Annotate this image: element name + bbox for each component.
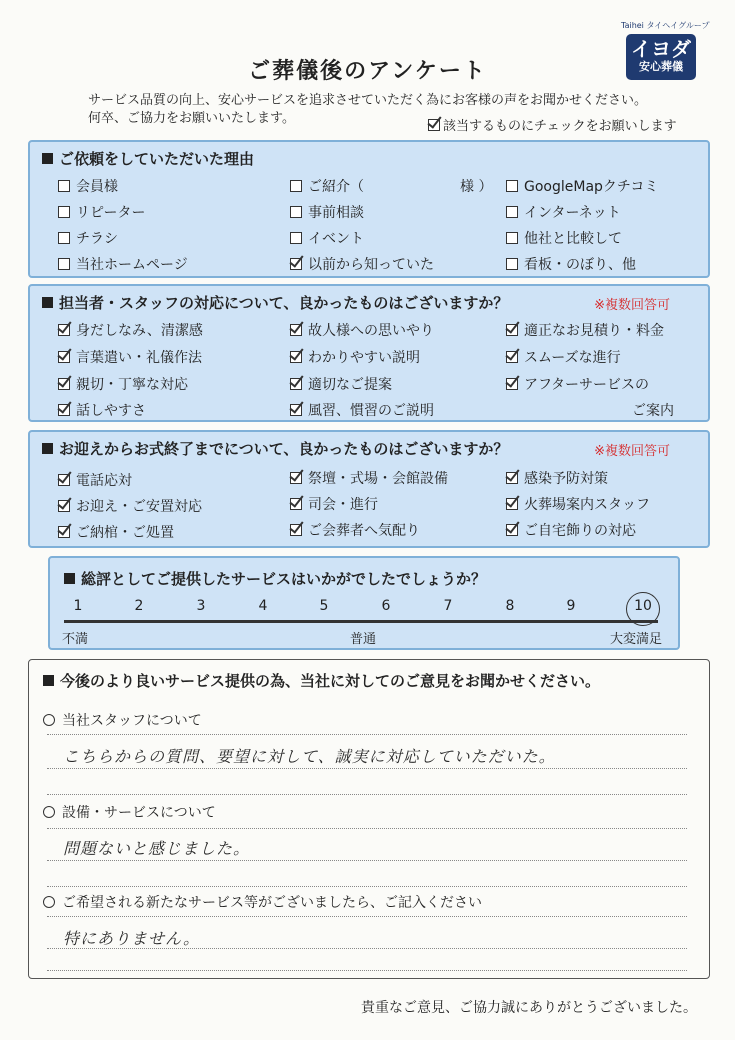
checkbox-checked[interactable] <box>58 404 70 416</box>
checkbox-checked[interactable] <box>290 498 302 510</box>
option-label: 事前相談 <box>308 205 364 221</box>
answer-line <box>47 734 687 735</box>
answer-line <box>47 768 687 769</box>
option-kindness[interactable] <box>58 374 188 394</box>
option-encoffining[interactable] <box>58 522 174 542</box>
option-label: アフターサービスの <box>524 377 650 393</box>
option-label: 以前から知っていた <box>308 257 434 273</box>
thank-you-footer: 貴重なご意見、ご協力誠にありがとうございました。 <box>361 1000 697 1016</box>
logo-main-text: イヨダ <box>631 37 691 61</box>
option-phone[interactable] <box>58 470 132 490</box>
option-label: 風習、慣習のご説明 <box>308 403 434 419</box>
answer-facilities[interactable]: 問題ないと感じました。 <box>63 839 251 858</box>
option-label: 火葬場案内スタッフ <box>524 497 650 513</box>
option-compared[interactable] <box>506 228 622 248</box>
circle-bullet-icon <box>43 806 55 818</box>
option-label: 他社と比較して <box>524 231 622 247</box>
question-facilities <box>43 802 216 822</box>
answer-line <box>47 948 687 949</box>
checkbox-checked[interactable] <box>290 524 302 536</box>
heading-square-icon <box>43 675 54 686</box>
answer-line <box>47 828 687 829</box>
scale-low-label: 不満 <box>62 632 89 647</box>
logo-group-text: Taihei タイヘイグループ <box>621 21 710 30</box>
checkbox[interactable] <box>506 180 518 192</box>
question-label: 当社スタッフについて <box>62 713 202 729</box>
option-label: ご納棺・ご処置 <box>76 525 174 541</box>
checkbox-checked[interactable] <box>58 378 70 390</box>
option-label: インターネット <box>524 205 621 221</box>
sample-check-icon <box>428 119 440 131</box>
aftercare-continuation: ご案内 <box>632 403 674 419</box>
scale-7[interactable]: 7 <box>443 598 453 614</box>
ceremony-heading <box>42 438 508 459</box>
circle-bullet-icon <box>43 896 55 908</box>
scale-2[interactable]: 2 <box>134 598 144 614</box>
option-label: GoogleMapクチコミ <box>524 179 659 195</box>
scale-10[interactable]: 10 <box>634 598 652 614</box>
question-new-services <box>43 892 482 912</box>
option-introduction[interactable] <box>290 176 364 196</box>
option-label: 話しやすさ <box>76 403 146 419</box>
checkbox-checked[interactable] <box>290 472 302 484</box>
option-label: ご紹介（ <box>308 179 364 195</box>
checkbox-checked[interactable] <box>58 351 70 363</box>
answer-staff[interactable]: こちらからの質問、要望に対して、誠実に対応していただいた。 <box>63 747 556 766</box>
heading-square-icon <box>42 297 53 308</box>
option-flyer[interactable] <box>58 228 118 248</box>
option-repeater[interactable] <box>58 202 145 222</box>
comments-heading-text: 今後のより良いサービス提供の為、当社に対してのご意見をお聞かせください。 <box>60 672 601 690</box>
option-customs[interactable] <box>290 400 434 420</box>
checkbox[interactable] <box>290 206 302 218</box>
checkbox-checked[interactable] <box>58 324 70 336</box>
checkbox-checked[interactable] <box>506 498 518 510</box>
logo-group-name <box>618 20 710 31</box>
instruction <box>428 115 677 134</box>
option-label: ご自宅飾りの対応 <box>524 523 636 539</box>
checkbox[interactable] <box>290 232 302 244</box>
checkbox[interactable] <box>506 206 518 218</box>
page-title: ご葬儀後のアンケート <box>248 59 487 84</box>
scale-6[interactable]: 6 <box>381 598 391 614</box>
overall-rating-section <box>48 556 680 650</box>
option-signboard[interactable] <box>506 254 636 274</box>
answer-line <box>47 916 687 917</box>
checkbox[interactable] <box>290 180 302 192</box>
heading-square-icon <box>42 443 53 454</box>
intro-line-1: サービス品質の向上、安心サービスを追求させていただく為にお客様の声をお聞かせください。 <box>88 93 648 108</box>
scale-5[interactable]: 5 <box>319 598 329 614</box>
option-aftercare[interactable] <box>506 374 649 394</box>
option-pickup[interactable] <box>58 496 202 516</box>
option-home-decoration[interactable] <box>506 520 636 540</box>
checkbox-checked[interactable] <box>58 526 70 538</box>
question-label: ご希望される新たなサービス等がございましたら、ご記入ください <box>62 895 482 911</box>
scale-high-label: 大変満足 <box>610 632 663 647</box>
option-internet[interactable] <box>506 202 621 222</box>
option-altar[interactable] <box>290 468 448 488</box>
option-label: ご会葬者へ気配り <box>308 523 420 539</box>
checkbox-checked[interactable] <box>290 351 302 363</box>
comments-section <box>28 659 710 979</box>
option-label: 看板・のぼり、他 <box>524 257 636 273</box>
checkbox-checked[interactable] <box>506 472 518 484</box>
option-label: わかりやすい説明 <box>308 350 420 366</box>
checkbox-checked[interactable] <box>58 474 70 486</box>
scale-mid-label: 普通 <box>350 632 377 647</box>
scale-4[interactable]: 4 <box>258 598 268 614</box>
rating-heading-text: 総評としてご提供したサービスはいかがでしたでしょうか？ <box>81 570 487 588</box>
answer-line <box>47 794 687 795</box>
option-label: 感染予防対策 <box>524 471 608 487</box>
option-label: 親切・丁寧な対応 <box>76 377 188 393</box>
rating-scale-line <box>64 620 658 623</box>
option-label: 適切なご提案 <box>308 377 392 393</box>
instruction-text: 該当するものにチェックをお願いします <box>443 119 677 134</box>
option-known-before[interactable] <box>290 254 434 274</box>
option-consultation[interactable] <box>290 202 364 222</box>
checkbox[interactable] <box>58 258 70 270</box>
option-label: イベント <box>308 231 364 247</box>
scale-3[interactable]: 3 <box>196 598 206 614</box>
option-label: スムーズな進行 <box>524 350 621 366</box>
checkbox-checked[interactable] <box>506 324 518 336</box>
option-mc[interactable] <box>290 494 378 514</box>
option-manners[interactable] <box>58 347 202 367</box>
checkbox-checked[interactable] <box>506 378 518 390</box>
option-label: チラシ <box>76 231 118 247</box>
checkbox[interactable] <box>58 206 70 218</box>
logo-sub-text: 安心葬儀 <box>639 60 683 73</box>
option-label: リピーター <box>76 205 146 221</box>
checkbox[interactable] <box>58 232 70 244</box>
staff-heading <box>42 292 508 313</box>
multiple-answer-note: ※複数回答可 <box>594 444 670 459</box>
scale-8[interactable]: 8 <box>505 598 515 614</box>
option-appearance[interactable] <box>58 320 203 340</box>
scale-1[interactable]: 1 <box>73 598 83 614</box>
circle-bullet-icon <box>43 714 55 726</box>
reason-section <box>28 140 710 278</box>
option-attendee-care[interactable] <box>290 520 420 540</box>
comments-heading <box>43 670 600 691</box>
answer-line <box>47 970 687 971</box>
option-label: 身だしなみ、清潔感 <box>76 323 203 339</box>
option-label: 適正なお見積り・料金 <box>524 323 664 339</box>
multiple-answer-note: ※複数回答可 <box>594 298 670 313</box>
checkbox[interactable] <box>58 180 70 192</box>
option-label: 祭壇・式場・会館設備 <box>308 471 448 487</box>
staff-heading-text: 担当者・スタッフの対応について、良かったものはございますか？ <box>59 294 509 312</box>
introduction-suffix: 様 ） <box>460 179 493 195</box>
checkbox-checked[interactable] <box>290 258 302 270</box>
rating-heading <box>64 568 486 589</box>
option-googlemap[interactable] <box>506 176 658 196</box>
checkbox-checked[interactable] <box>506 351 518 363</box>
ceremony-section <box>28 430 710 548</box>
ceremony-heading-text: お迎えからお式終了までについて、良かったものはございますか？ <box>59 440 509 458</box>
reason-heading <box>42 148 254 169</box>
checkbox[interactable] <box>506 258 518 270</box>
question-label: 設備・サービスについて <box>62 805 216 821</box>
answer-line <box>47 886 687 887</box>
heading-square-icon <box>64 573 75 584</box>
option-label: 当社ホームページ <box>76 257 188 273</box>
option-homepage[interactable] <box>58 254 188 274</box>
option-label: 言葉遣い・礼儀作法 <box>76 350 202 366</box>
option-label: 会員様 <box>76 179 118 195</box>
checkbox[interactable] <box>506 232 518 244</box>
reason-heading-text: ご依頼をしていただいた理由 <box>59 150 255 168</box>
option-label: 電話応対 <box>76 473 132 489</box>
option-crematorium-staff[interactable] <box>506 494 650 514</box>
option-label: 故人様への思いやり <box>308 323 434 339</box>
answer-new-services[interactable]: 特にありません。 <box>63 929 200 948</box>
staff-section <box>28 284 710 422</box>
scale-9[interactable]: 9 <box>566 598 576 614</box>
option-easy-to-talk[interactable] <box>58 400 146 420</box>
option-label: 司会・進行 <box>308 497 378 513</box>
option-label: お迎え・ご安置対応 <box>76 499 202 515</box>
option-proposal[interactable] <box>290 374 392 394</box>
checkbox-checked[interactable] <box>290 378 302 390</box>
option-smooth[interactable] <box>506 347 621 367</box>
option-member[interactable] <box>58 176 118 196</box>
intro-line-2: 何卒、ご協力をお願いいたします。 <box>88 111 295 126</box>
option-estimate[interactable] <box>506 320 664 340</box>
question-staff <box>43 710 202 730</box>
answer-line <box>47 860 687 861</box>
checkbox-checked[interactable] <box>290 404 302 416</box>
option-infection-control[interactable] <box>506 468 608 488</box>
option-compassion[interactable] <box>290 320 434 340</box>
checkbox-checked[interactable] <box>506 524 518 536</box>
checkbox-checked[interactable] <box>290 324 302 336</box>
option-clear-explanation[interactable] <box>290 347 420 367</box>
checkbox-checked[interactable] <box>58 500 70 512</box>
option-event[interactable] <box>290 228 364 248</box>
heading-square-icon <box>42 153 53 164</box>
